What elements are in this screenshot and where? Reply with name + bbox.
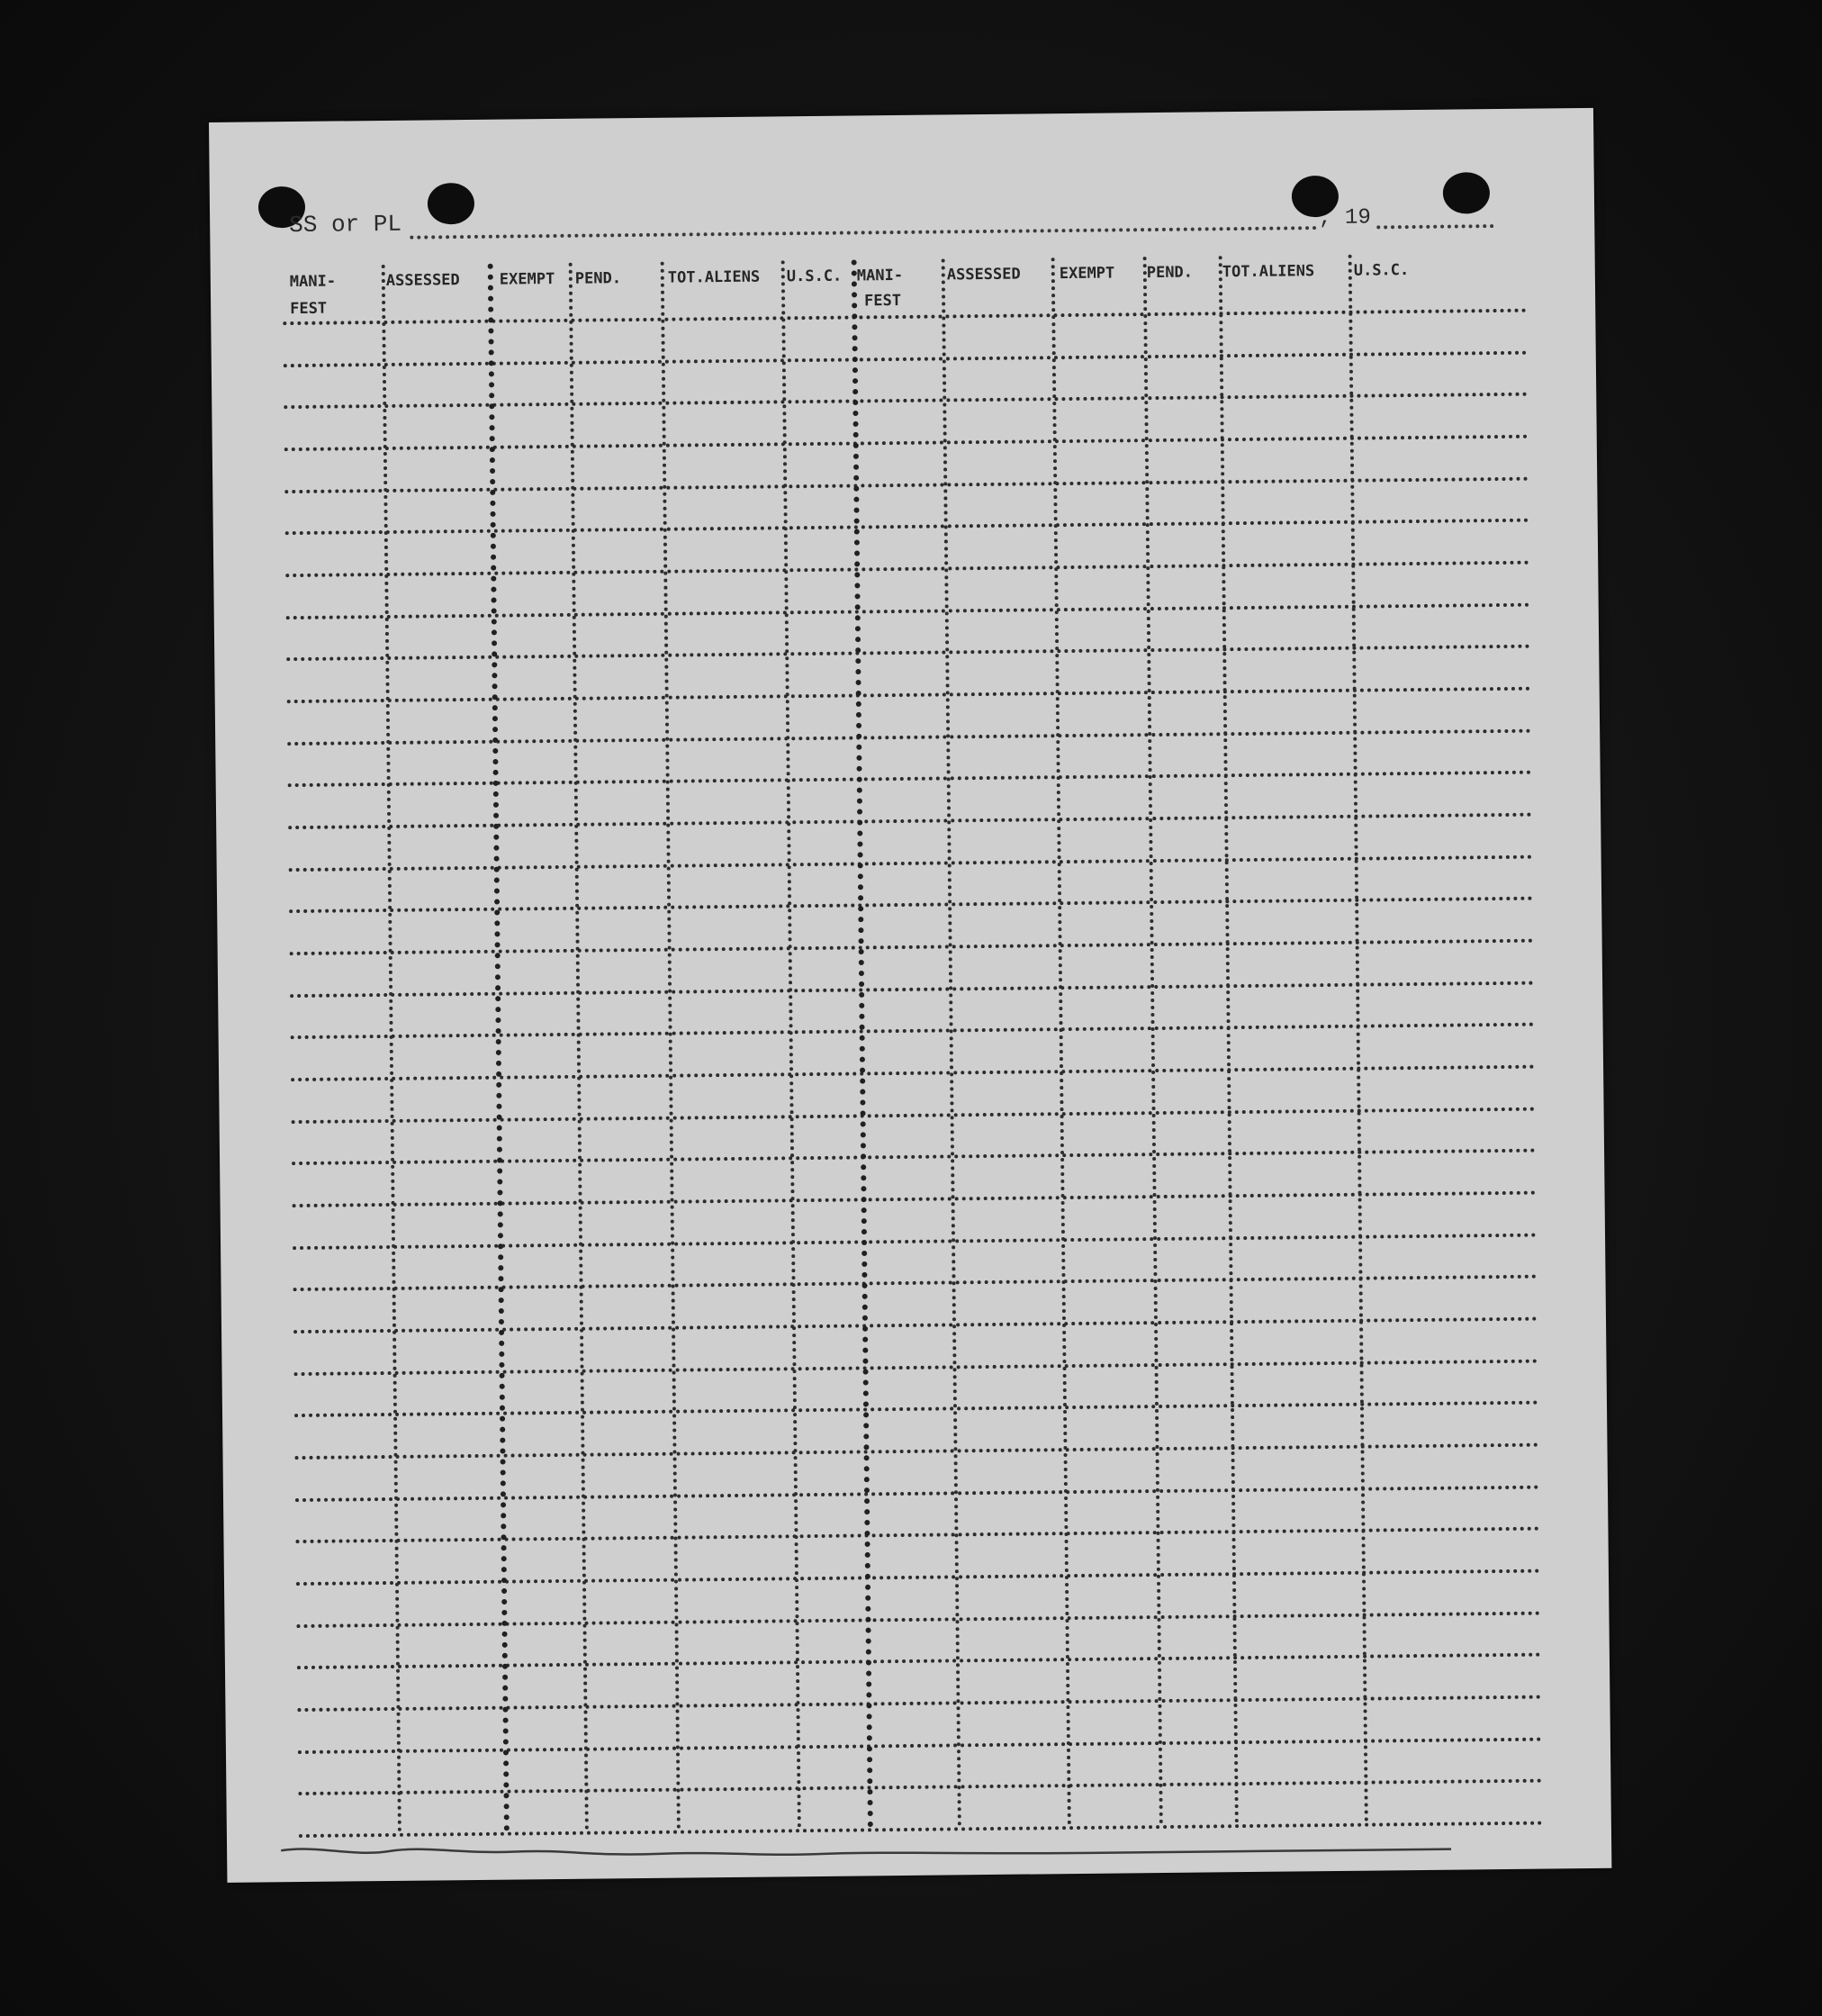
column-rule [661, 262, 681, 1831]
row-rule [290, 939, 1534, 955]
row-rule [288, 771, 1532, 787]
row-rule [295, 1527, 1539, 1543]
row-rule [291, 1065, 1535, 1081]
column-rule [852, 259, 873, 1828]
row-rule [294, 1401, 1538, 1417]
column-rule [1219, 256, 1239, 1824]
form-title-prefix: SS or PL [289, 210, 402, 240]
column-rule [1143, 257, 1163, 1825]
row-rule [284, 477, 1529, 493]
row-rule [297, 1695, 1541, 1712]
row-rule [293, 1275, 1538, 1291]
row-rule [283, 309, 1527, 325]
header-manifest-right: MANI- [856, 266, 904, 285]
header-tot-aliens-left: TOT.ALIENS [667, 267, 761, 287]
header-manifest-right-2: FEST [864, 291, 902, 311]
row-rule [292, 1149, 1536, 1165]
title-fill-line [410, 226, 1317, 240]
row-rule [286, 645, 1530, 661]
row-rule [294, 1360, 1538, 1376]
row-rule [286, 603, 1530, 619]
column-rule [1348, 255, 1368, 1823]
header-tot-aliens-right: TOT.ALIENS [1222, 262, 1315, 282]
row-rule [293, 1234, 1537, 1250]
row-rule [287, 729, 1531, 746]
row-rule [293, 1191, 1537, 1207]
form-year-prefix: , 19 [1319, 205, 1371, 231]
column-rule [781, 260, 801, 1829]
column-rule [569, 263, 589, 1831]
year-fill-line [1376, 224, 1493, 229]
header-manifest-left: MANI- [289, 272, 337, 292]
header-pend-right: PEND. [1146, 263, 1194, 283]
row-rule [298, 1738, 1542, 1754]
column-rule [488, 264, 510, 1832]
row-rule [285, 519, 1529, 535]
row-rule [289, 855, 1533, 872]
header-assessed-right: ASSESSED [946, 265, 1021, 285]
header-assessed-left: ASSESSED [385, 271, 460, 290]
row-rule [292, 1107, 1536, 1124]
bottom-scribble [281, 1830, 1451, 1878]
header-manifest-left-2: FEST [290, 299, 328, 319]
column-rule [382, 265, 401, 1833]
column-rule [1051, 258, 1071, 1826]
row-rule [285, 561, 1529, 577]
row-rule [284, 393, 1528, 409]
row-rule [295, 1443, 1539, 1460]
row-rule [296, 1569, 1540, 1586]
header-exempt-right: EXEMPT [1059, 264, 1115, 284]
header-pend-left: PEND. [574, 269, 622, 288]
entry-grid [209, 108, 1593, 122]
row-rule [289, 897, 1533, 913]
row-rule [293, 1317, 1538, 1333]
row-rule [297, 1653, 1541, 1669]
row-rule [290, 981, 1534, 998]
row-rule [287, 687, 1531, 703]
row-rule [284, 435, 1529, 451]
punch-hole-left-2 [428, 183, 474, 225]
punch-hole-right-2 [1443, 172, 1490, 214]
header-usc-left: U.S.C. [786, 267, 843, 286]
row-rule [295, 1486, 1539, 1502]
row-rule [288, 813, 1532, 829]
form-sheet [209, 108, 1611, 1883]
row-rule [296, 1612, 1540, 1628]
row-rule [291, 1023, 1535, 1039]
column-rule [942, 258, 961, 1827]
row-rule [284, 351, 1528, 367]
header-usc-right: U.S.C. [1353, 261, 1410, 280]
header-exempt-left: EXEMPT [499, 269, 555, 289]
row-rule [298, 1779, 1542, 1795]
